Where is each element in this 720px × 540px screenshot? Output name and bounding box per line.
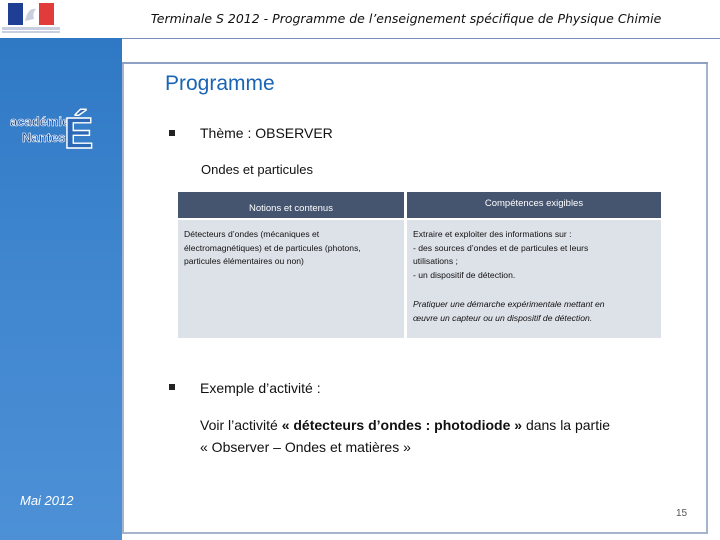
left-sidebar [0,38,122,540]
competence-line: Extraire et exploiter des informations sur : [413,229,572,239]
notions-line: particules élémentaires ou non) [184,256,304,267]
competence-line: - des sources d’ondes et de particules et leurs [413,242,589,253]
marianne-flag-icon [8,3,54,25]
bullet-icon [169,384,175,390]
bullet-icon [169,130,175,136]
competence-line: - un dispositif de détection. [413,269,516,280]
page-number: 15 [676,508,688,519]
svg-text:Nantes: Nantes [22,130,66,145]
table-cell-competences [407,220,661,338]
slide-title: Programme [165,72,275,95]
table-header-notions: Notions et contenus [178,192,404,218]
svg-text:académie: académie [10,114,70,129]
program-table [178,192,661,338]
exemple-heading: Exemple d’activité : [200,380,321,396]
subheading: Ondes et particules [201,162,314,177]
header-title: Terminale S 2012 - Programme de l’enseignement spécifique de Physique Chimie [150,11,662,26]
theme-heading: Thème : OBSERVER [200,125,333,141]
footer-date: Mai 2012 [20,493,74,508]
competence-italic-line: Pratiquer une démarche expérimentale mettant en [413,299,605,309]
notions-line: Détecteurs d’ondes (mécaniques et [184,229,320,239]
svg-text:É: É [64,109,94,158]
activity-name: « détecteurs d’ondes : photodiode » [281,417,523,433]
competence-line: utilisations ; [413,256,458,267]
table-header-competences: Compétences exigibles [407,192,661,218]
academie-nantes-logo-icon [8,98,98,158]
competence-italic-line: œuvre un capteur ou un dispositif de détection. [413,312,593,323]
table-cell-notions [178,220,404,338]
ministry-logo [0,0,62,36]
notions-line: électromagnétiques) et de particules (photons, [184,242,361,253]
activity-reference: Voir l’activité « détecteurs d’ondes : photodiode » dans la partie « Observer – Ondes et matières » [200,417,611,455]
